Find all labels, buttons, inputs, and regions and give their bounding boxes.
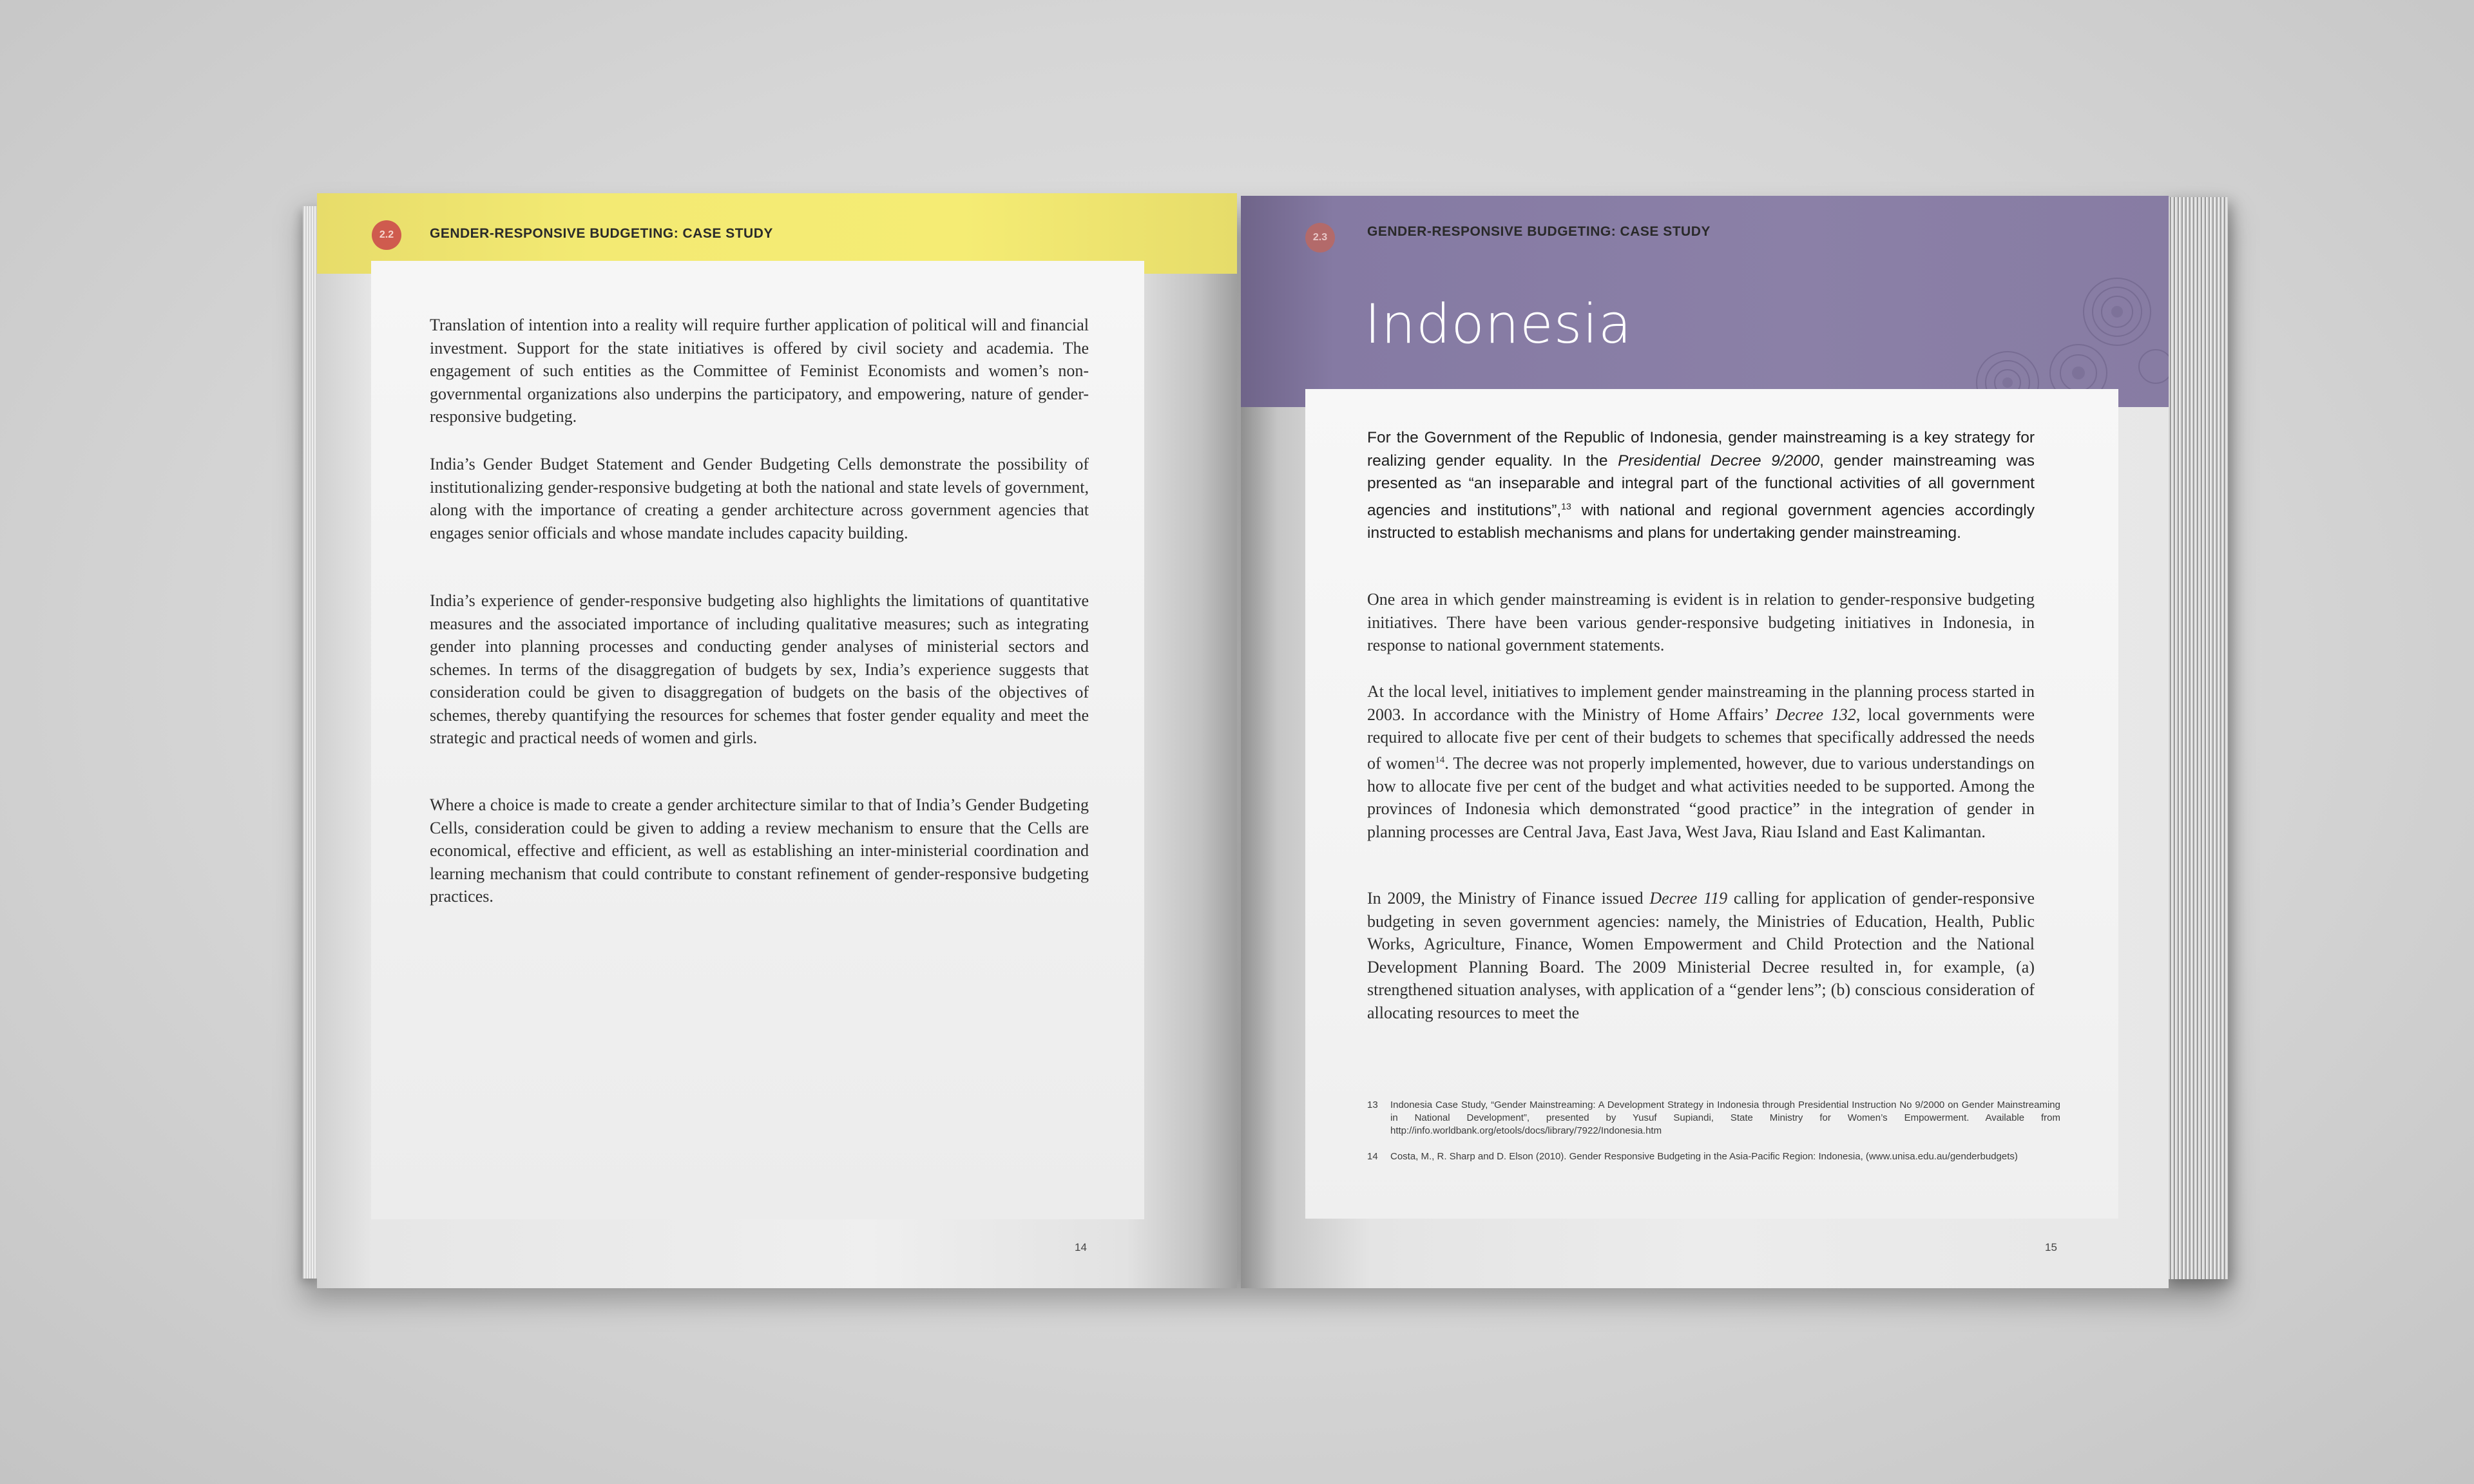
left-paragraph-4: Where a choice is made to create a gender architecture similar to that of India’s Gender Budgeting Cells, consideration could be given to adding a review mechanism to ensure that the Cells are economical, effective and efficient, as well as establishing an inter-ministerial coordination and learning mechanism that could contribute to constant refinement of gender-responsive budgeting practices. xyxy=(430,795,1089,906)
page-title: Indonesia xyxy=(1365,292,1633,356)
left-paragraph-2: India’s Gender Budget Statement and Gender Budgeting Cells demonstrate the possibility of institutionalizing gender-responsive budgeting at both the national and state levels of government, along with the importance of creating a gender architecture across government agencies that engages senior officials and whose mandate includes capacity building. xyxy=(430,455,1089,542)
right-page-edges xyxy=(2166,197,2228,1279)
footnote-text: Indonesia Case Study, “Gender Mainstreaming: A Development Strategy in Indonesia through Presidential Instruction No 9/2000 on Gender Mainstreaming in National Development”, presented by Yusuf Supiandi, State Ministry for Women’s Empowerment. Available from http://info.worldbank.org/etools/docs/library/7922/Indonesia.htm xyxy=(1390,1099,2060,1136)
right-paragraph-3: In 2009, the Ministry of Finance issued Decree 119 calling for application of gender-responsive budgeting in seven government agencies: namely, the Ministries of Education, Health, Public Works, Agriculture, Finance, Women Empowerment and Child Protection and the National Development Planning Board. The 2009 Ministerial Decree resulted in, for example, (a) strengthened situation analyses, with application of a “gender lens”; (b) conscious consideration of allocating resources to meet the xyxy=(1367,889,2035,1022)
page-number-left: 14 xyxy=(1075,1241,1087,1253)
footnote-number: 14 xyxy=(1367,1151,1378,1162)
footnote-number: 13 xyxy=(1367,1099,1378,1110)
page-number-right: 15 xyxy=(2045,1241,2057,1253)
footnote-text: Costa, M., R. Sharp and D. Elson (2010). Gender Responsive Budgeting in the Asia-Pacific Region: Indonesia, (www.unisa.edu.au/genderbudgets) xyxy=(1390,1151,2018,1162)
right-page xyxy=(1241,196,2169,1288)
right-paragraph-2: At the local level, initiatives to implement gender mainstreaming in the planning process started in 2003. In accordance with the Ministry of Home Affairs’ Decree 132, local governments were required to allocate five per cent of their budgets to schemes that specifically addressed the needs of women$^{14}$. The decree was not properly implemented, however, due to various understandings on how to allocate five per cent of the budget and what activities needed to be supported. Among the provinces of Indonesia which demonstrated “good practice” in the integration of gender in planning processes are Central Java, East Java, West Java, Riau Island and East Kalimantan. xyxy=(1367,682,2035,841)
footnote-13 xyxy=(1367,1099,2060,1136)
right-paragraph-1: One area in which gender mainstreaming is evident is in relation to gender-responsive budgeting initiatives. There have been various gender-responsive budgeting initiatives in Indonesia, in response to national government statements. xyxy=(1367,590,2035,654)
left-paragraph-1: Translation of intention into a reality will require further application of political will and financial investment. Support for the state initiatives is offered by civil society and academia. The engagement of such entities as the Committee of Feminist Economists and women’s non-governmental organizations also underpins the participatory, and empowering, nature of gender-responsive budgeting. xyxy=(430,316,1089,426)
left-page xyxy=(317,193,1237,1288)
lead-paragraph: For the Government of the Republic of Indonesia, gender mainstreaming is a key strategy for realizing gender equality. In the Presidential Decree 9/2000, gender mainstreaming was presented as “an inseparable and integral part of the functional activities of all government agencies and institutions”,$^{13}$ with national and regional government agencies accordingly instructed to establish mechanisms and plans for undertaking gender mainstreaming. xyxy=(1367,429,2035,542)
section-badge-left: 2.2 xyxy=(372,220,401,250)
right-header-title: GENDER-RESPONSIVE BUDGETING: CASE STUDY xyxy=(1367,224,1711,239)
footnote-14 xyxy=(1367,1150,2060,1176)
left-header-title: GENDER-RESPONSIVE BUDGETING: CASE STUDY xyxy=(430,226,773,241)
section-badge-right: 2.3 xyxy=(1305,223,1335,252)
left-paragraph-3: India’s experience of gender-responsive budgeting also highlights the limitations of quantitative measures and the associated importance of including qualitative measures; such as integrating gender into planning processes and conducting gender analyses of ministerial sectors and schemes. In terms of the disaggregation of budgets by sex, India’s experience suggests that consideration could be given to disaggregation of budgets on the basis of the objectives of schemes, thereby quantifying the resources for schemes that foster gender equality and meet the strategic and practical needs of women and girls. xyxy=(430,591,1089,747)
